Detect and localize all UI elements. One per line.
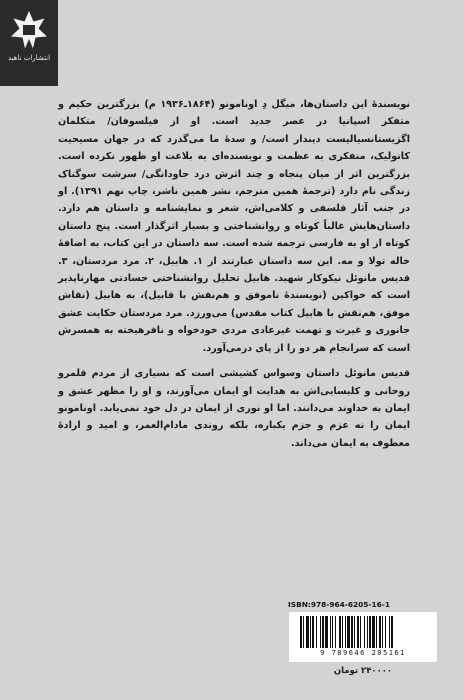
price-label: ۲۴۰۰۰۰ تومان: [333, 666, 393, 676]
barcode-number: 9 789646 205161: [320, 649, 406, 657]
back-cover-text: [58, 96, 410, 452]
isbn-label: ISBN:978-964-6205-16-1: [288, 600, 390, 609]
publisher-name: انتشارات ناهید: [7, 54, 51, 62]
isbn-block: [288, 600, 438, 676]
publisher-logo: [0, 0, 58, 86]
paragraph-2: قدیس مانوئل داستان وسواس کشیشی است که بسیاری از مردم قلمرو روحانی و کلیسایی‌اش به هدایت او ایمان می‌آورند، و او را مظهر عشق و ایمان به خداوند می‌دانند. اما او نوری از ایمان در دل خود نمی‌یابد. اونامونو ایمان را نه عزم و جزم یکباره، بلکه روندی مادام‌العمر، و امید و ارادهٔ معطوف به ایمان می‌داند.: [58, 368, 410, 449]
star-emblem-icon: [9, 10, 49, 50]
paragraph-1: نویسندهٔ این داستان‌ها، میگل دِ اونامونو (۱۸۶۴ـ۱۹۳۶ م) بزرگترین حکیم و متفکر اسپانیا در عصر جدید است. او از فیلسوفان/ متکلمان اگزیستانسیالیست دیندار است/ و سدهٔ ما می‌گذرد که در جهان مسیحیت کاتولیک، متفکری به عظمت و نویسنده‌ای به بلاغت او ظهور نکرده است. بزرگترین اثر از میان پنجاه و چند اثرش درد جاودانگی/ سرشت سوگناک زندگی نام دارد (ترجمهٔ همین مترجم، نشر همین ناشر، چاپ نهم ۱۳۹۱). او در جنب آثار فلسفی و کلامی‌اش، شعر و نمایشنامه و داستان هم دارد. داستان‌هایش غالباً کوتاه و روانشناختی و بسیار اثرگذار است. پنج داستان کوتاه از او به فارسی ترجمه شده است. سه داستان در این کتاب، به اضافهٔ خاله تولا و مه. این سه داستان عبارتند از ۱. هابیل، ۲. مرد مردستان، ۳. قدیس مانوئل نیکوکار شهید. هابیل تحلیل روانشناختی حسادتی مهارناپذیر است که خواکین (نویسندهٔ ناموفق و هم‌نقش با قابیل)، به هابیل (نقاش موفق، هم‌نقش با هابیل کتاب مقدس) می‌ورزد. مرد مردستان حکایت عشق جانوری و غیرت و تهمت غیرعادی مردی خودخواه و نافرهیخته به همسرش است که سرانجام هر دو را از پای درمی‌آورد.: [58, 99, 410, 354]
barcode-bars-icon: [298, 616, 428, 648]
barcode: [288, 611, 438, 663]
